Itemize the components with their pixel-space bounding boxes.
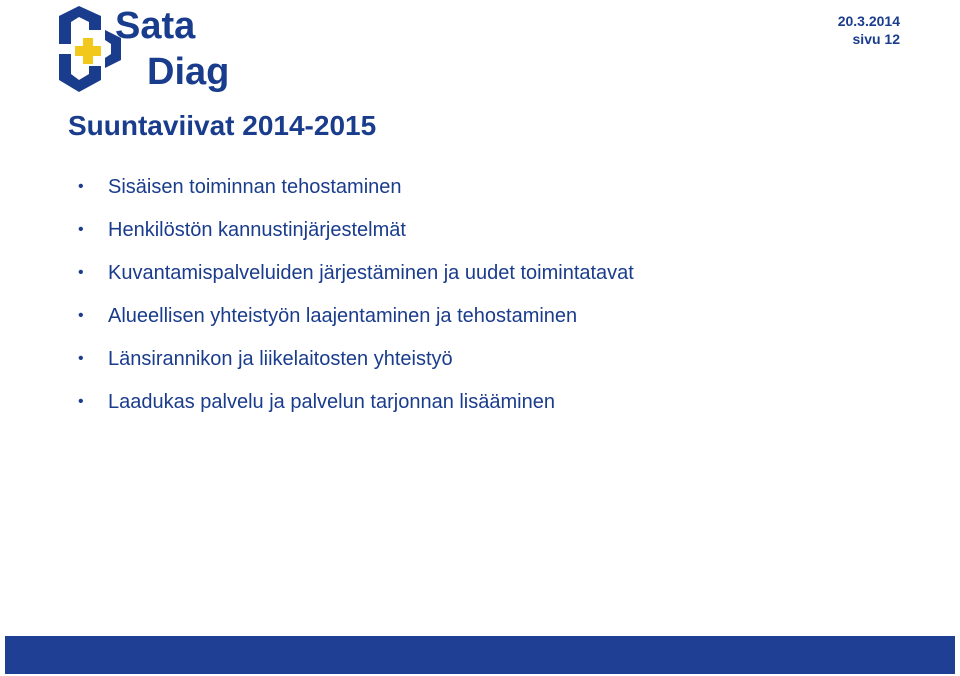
bullet-icon: • [78, 178, 84, 195]
bullet-item [78, 390, 634, 433]
bullet-item [78, 304, 634, 347]
bullet-text: Henkilöstön kannustinjärjestelmät [108, 219, 406, 241]
slide-page-number: sivu 12 [852, 31, 900, 47]
bullet-text: Sisäisen toiminnan tehostaminen [108, 176, 402, 198]
slide-title: Suuntaviivat 2014-2015 [68, 110, 377, 141]
bullet-list [78, 175, 634, 433]
bullet-text: Alueellisen yhteistyön laajentaminen ja tehostaminen [108, 305, 578, 327]
bullet-text: Länsirannikon ja liikelaitosten yhteistyö [108, 348, 453, 370]
bullet-text: Kuvantamispalveluiden järjestäminen ja uudet toimintatavat [108, 262, 634, 284]
bullet-item [78, 261, 634, 304]
bullet-icon: • [78, 221, 84, 238]
bullet-icon: • [78, 264, 84, 281]
bullet-icon: • [78, 307, 84, 324]
bullet-text: Laadukas palvelu ja palvelun tarjonnan lisääminen [108, 391, 555, 413]
bullet-icon: • [78, 393, 84, 410]
satadiag-logo [55, 4, 245, 94]
footer-bar [5, 636, 955, 674]
bullet-item [78, 175, 634, 218]
bullet-item [78, 218, 634, 261]
slide-date: 20.3.2014 [837, 13, 900, 29]
bullet-icon: • [78, 350, 84, 367]
slide-meta [838, 12, 900, 48]
logo-text-diag: Diag [147, 51, 230, 93]
logo-text-sata: Sata [115, 5, 196, 47]
bullet-item [78, 347, 634, 390]
